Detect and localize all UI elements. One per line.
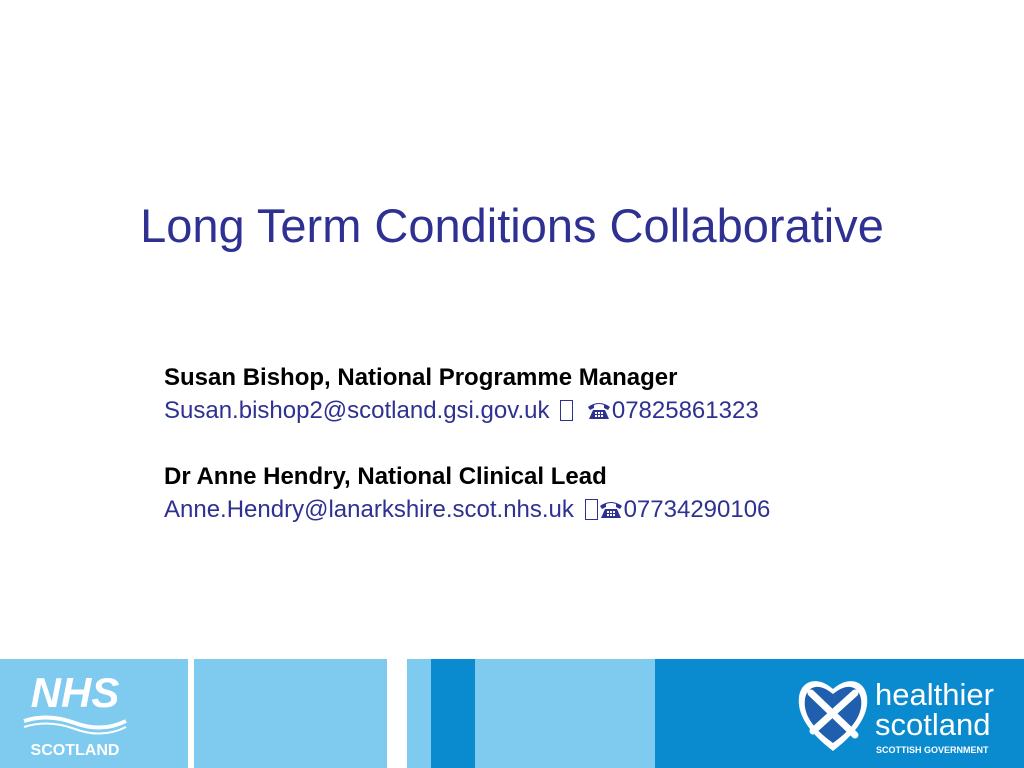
missing-glyph-icon: [560, 400, 573, 421]
banner-band: [407, 659, 431, 768]
contact-details: [164, 493, 1004, 526]
telephone-icon: [586, 399, 612, 421]
footer-banner: [0, 659, 1024, 768]
contact-list: [164, 361, 1004, 559]
slide-title: Long Term Conditions Collaborative: [140, 199, 884, 252]
scottish-government-text: SCOTTISH GOVERNMENT: [876, 745, 989, 755]
healthier-scotland-logo: [797, 669, 1007, 759]
banner-band: [475, 659, 655, 768]
contact-item: [164, 361, 1004, 427]
nhs-logo-subtext: SCOTLAND: [30, 742, 120, 759]
nhs-scotland-logo: [18, 667, 132, 761]
contact-details: [164, 394, 1004, 427]
telephone-icon: [598, 498, 624, 520]
banner-band: [194, 659, 387, 768]
contact-item: [164, 460, 1004, 526]
scotland-text: scotland: [875, 707, 991, 742]
contact-name: Susan Bishop, National Programme Manager: [164, 364, 678, 391]
contact-email[interactable]: Anne.Hendry@lanarkshire.scot.nhs.uk: [164, 496, 574, 523]
contact-email[interactable]: Susan.bishop2@scotland.gsi.gov.uk: [164, 397, 550, 424]
contact-phone: 07825861323: [611, 397, 759, 424]
contact-phone: 07734290106: [623, 496, 771, 523]
banner-band: [431, 659, 475, 768]
saltire-heart-icon: [799, 681, 867, 751]
missing-glyph-icon: [585, 499, 598, 520]
contact-name: Dr Anne Hendry, National Clinical Lead: [164, 463, 607, 490]
nhs-logo-text: NHS: [30, 669, 120, 716]
healthier-text: healthier: [875, 677, 994, 712]
